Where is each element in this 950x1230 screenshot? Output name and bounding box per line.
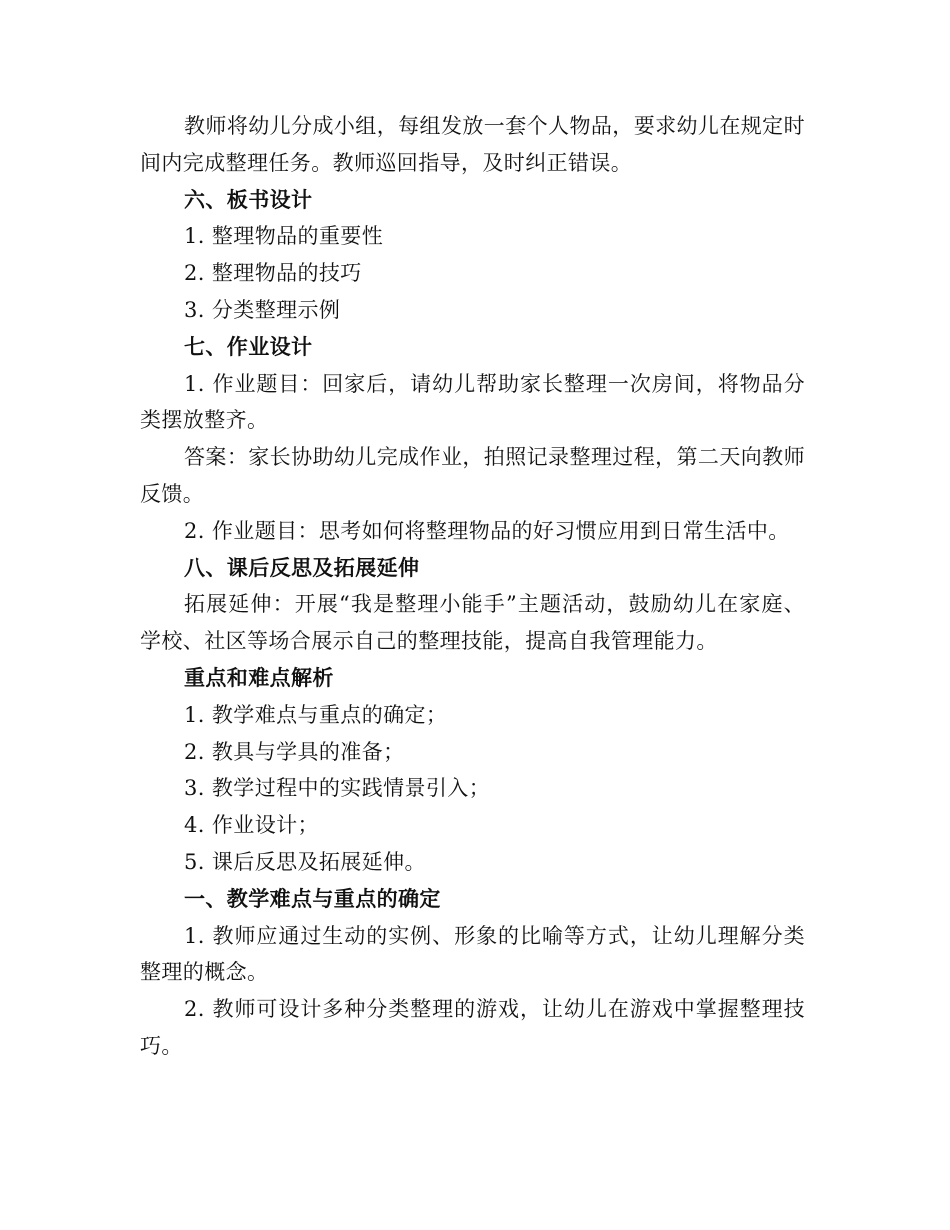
paragraph-difficulty-1: 1. 教师应通过生动的实例、形象的比喻等方式，让幼儿理解分类整理的概念。 [140,923,805,985]
heading-reflection: 八、课后反思及拓展延伸 [184,554,420,580]
paragraph-homework-2: 2. 作业题目：思考如何将整理物品的好习惯应用到日常生活中。 [184,518,790,543]
paragraph-difficulty-2: 2. 教师可设计多种分类整理的游戏，让幼儿在游戏中掌握整理技巧。 [140,997,805,1058]
paragraph-extension: 拓展延伸：开展“我是整理小能手”主题活动，鼓励幼儿在家庭、学校、社区等场合展示自己的整理技能，提高自我管理能力。 [140,592,805,654]
list-item: 5. 课后反思及拓展延伸。 [184,849,426,874]
list-item: 4. 作业设计； [184,813,319,838]
list-item: 3. 教学过程中的实践情景引入； [184,776,491,801]
paragraph-homework-1: 1. 作业题目：回家后，请幼儿帮助家长整理一次房间，将物品分类摆放整齐。 [140,371,805,433]
list-item: 2. 整理物品的技巧 [184,261,362,286]
paragraph-group-task: 教师将幼儿分成小组，每组发放一套个人物品，要求幼儿在规定时间内完成整理任务。教师巡回指导，及时纠正错误。 [140,114,805,175]
paragraph-answer: 答案：家长协助幼儿完成作业，拍照记录整理过程，第二天向教师反馈。 [140,445,805,506]
list-item: 1. 整理物品的重要性 [184,224,384,249]
heading-homework-design: 七、作业设计 [184,333,313,359]
heading-difficulty: 一、教学难点与重点的确定 [184,885,441,911]
heading-key-points: 重点和难点解析 [184,664,334,690]
list-item: 3. 分类整理示例 [184,297,341,322]
list-item: 2. 教具与学具的准备； [184,739,405,764]
heading-board-design: 六、板书设计 [184,186,313,212]
document-page [140,108,805,1065]
list-item: 1. 教学难点与重点的确定； [184,702,448,727]
